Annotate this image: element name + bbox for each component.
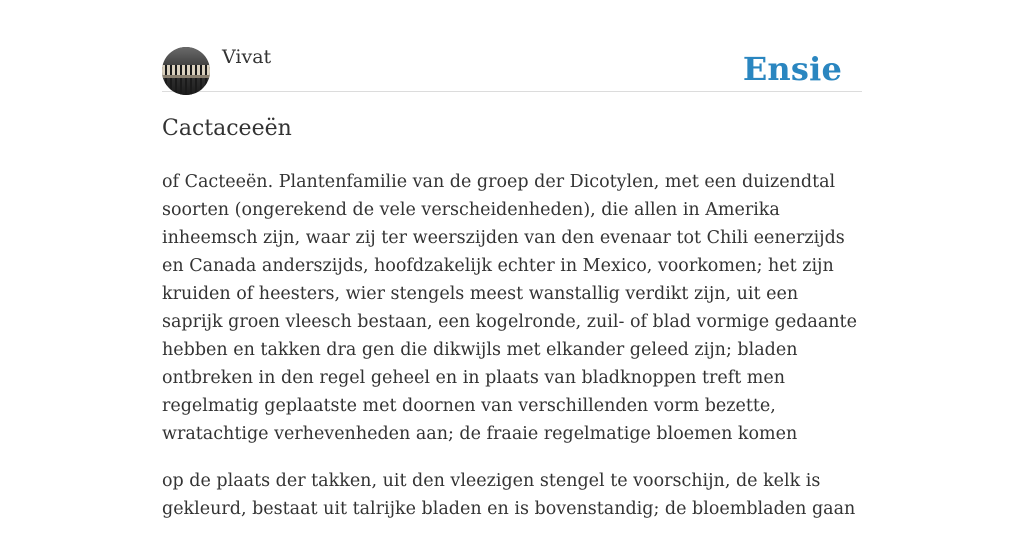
ensie-logo[interactable]: Ensie (742, 50, 842, 88)
article-title: Cactaceeën (162, 116, 292, 141)
article-page (162, 0, 862, 519)
article-paragraph: of Cacteeën. Plantenfamilie van de groep der Dicotylen, met een duizendtal soorten (ongerekend de vele verscheidenheden), die allen in Amerika inheemsch zijn, waar zij ter weerszijden van den evenaar tot Chili eenerzijds en Canada anderszijds, hoofdzakelijk echter in Mexico, voorkomen; het zijn kruiden of heesters, wier stengels meest wanstallig verdikt zijn, uit een saprijk groen vleesch bestaan, een kogelronde, zuil- of blad vormige gedaante hebben en takken dra gen die dikwijls met elkander geleed zijn; bladen ontbreken in den regel geheel en in plaats van bladknoppen treft men regelmatig geplaatste met doornen van verschillenden vorm bezette, wratachtige verhevenheden aan; de fraaie regelmatige bloemen komen (162, 172, 857, 444)
source-avatar[interactable] (162, 47, 210, 95)
article-body (162, 168, 862, 542)
article-header (162, 0, 862, 92)
article-paragraph: op de plaats der takken, uit den vleezigen stengel te voorschijn, de kelk is gekleurd, bestaat uit talrijke bladen en is bovenstandig; de bloembladen gaan (162, 471, 856, 519)
typewriter-keys-icon (162, 47, 210, 95)
source-name[interactable]: Vivat (222, 46, 272, 68)
